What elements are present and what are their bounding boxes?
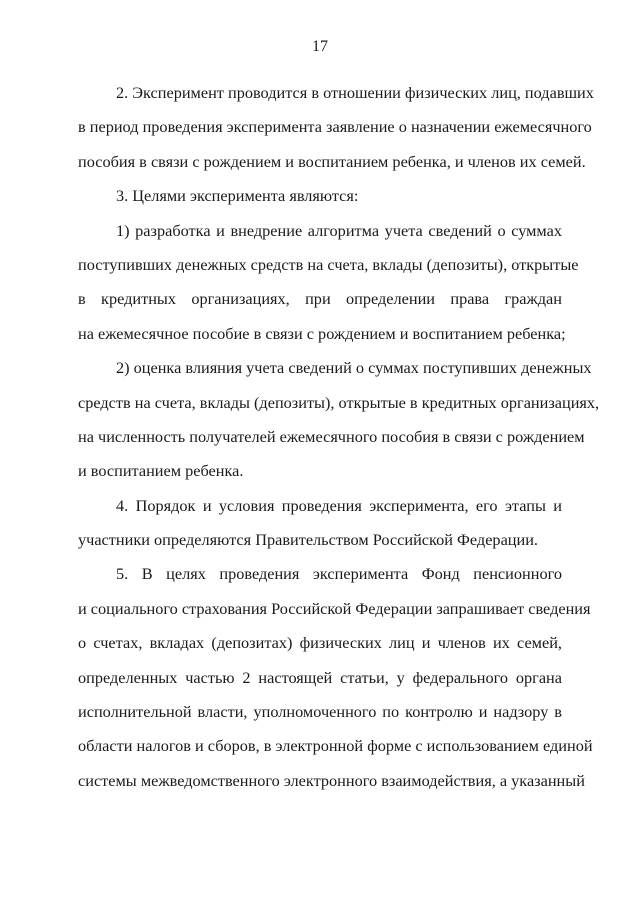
text-line: 2) оценка влияния учета сведений о суммах поступивших денежных [116,358,592,378]
text-line: на численность получателей ежемесячного пособия в связи с рождением [78,426,585,446]
text-line: исполнительной власти, уполномоченного по контролю и надзору в [78,702,562,722]
text-line: пособия в связи с рождением и воспитанием ребенка, и членов их семей. [78,151,586,171]
text-line: 3. Целями эксперимента являются: [116,186,359,206]
page-number: 17 [312,38,328,55]
text-line: в период проведения эксперимента заявление о назначении ежемесячного [78,117,592,137]
text-line: системы межведомственного электронного взаимодействия, а указанный [78,770,585,790]
text-line: области налогов и сборов, в электронной форме с использованием единой [78,736,593,756]
text-line: и социального страхования Российской Федерации запрашивает сведения [78,598,591,618]
list-item-2 [78,351,600,489]
list-item-1 [78,214,579,352]
paragraph-2 [78,76,594,179]
text-line: определенных частью 2 настоящей статьи, у федерального органа [78,667,562,687]
text-line: 4. Порядок и условия проведения эксперимента, его этапы и [116,495,562,515]
paragraph-4 [78,489,562,558]
text-line: 2. Эксперимент проводится в отношении физических лиц, подавших [116,83,594,102]
paragraph-5 [78,557,593,798]
paragraph-3 [78,179,562,213]
text-line: участники определяются Правительством Российской Федерации. [78,530,539,550]
text-line: 1) разработка и внедрение алгоритма учета сведений о суммах [116,220,562,240]
text-line: в кредитных организациях, при определении права граждан [78,289,562,309]
text-line: 5. В целях проведения эксперимента Фонд пенсионного [116,564,562,584]
text-line: на ежемесячное пособие в связи с рождением и воспитанием ребенка; [78,323,566,343]
text-line: поступивших денежных средств на счета, вклады (депозиты), открытые [78,254,579,274]
body-text [78,76,600,798]
text-line: о счетах, вкладах (депозитах) физических лиц и членов их семей, [78,633,562,653]
text-line: средств на счета, вклады (депозиты), открытые в кредитных организациях, [78,392,600,412]
text-line: и воспитанием ребенка. [78,461,244,481]
